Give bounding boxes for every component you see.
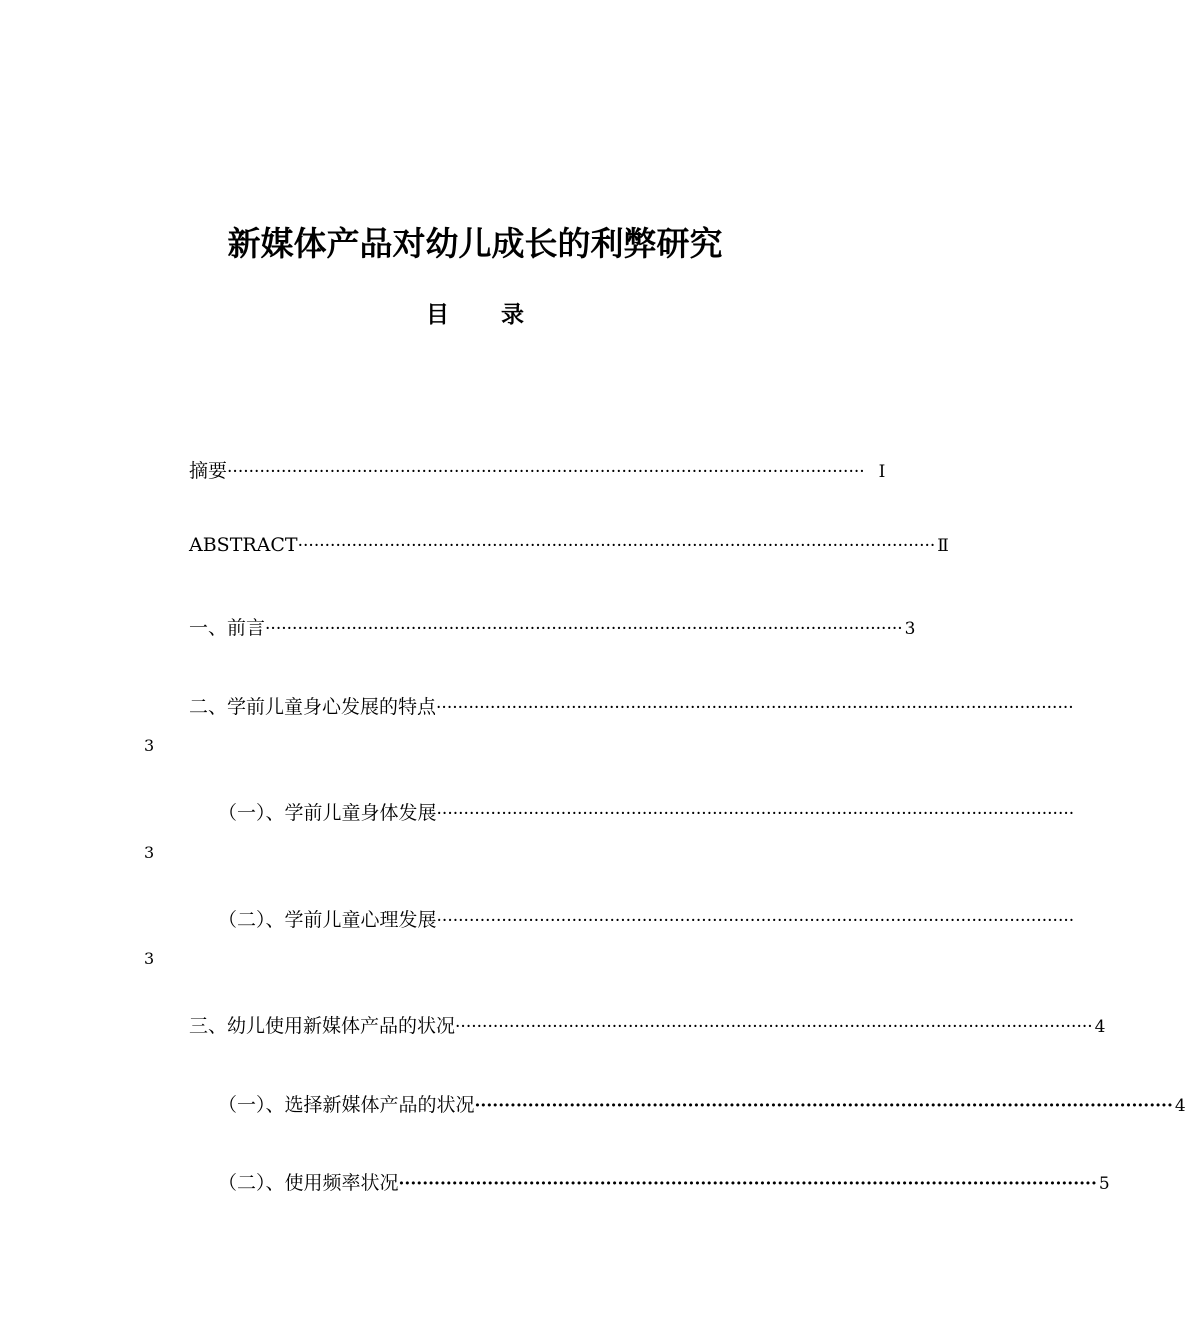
toc-entry-abstract-en[interactable] bbox=[189, 534, 949, 562]
toc-leader-dots: ······················································································································ bbox=[265, 619, 903, 639]
toc-heading: 目 录 bbox=[425, 302, 546, 328]
toc-entry-page: Ⅱ bbox=[937, 536, 949, 556]
toc-entry-page: 4 bbox=[1174, 1096, 1186, 1116]
toc-entry-page: Ⅰ bbox=[878, 462, 886, 482]
toc-leader-dots: ······················································································································ bbox=[474, 1096, 1173, 1116]
toc-entry-page: 5 bbox=[1098, 1174, 1110, 1194]
document-title: 新媒体产品对幼儿成长的利弊研究 bbox=[227, 224, 723, 263]
toc-entry-section-3-2[interactable] bbox=[218, 1168, 1110, 1196]
toc-leader-dots: ······················································································································ bbox=[227, 462, 865, 482]
toc-entry-section-2-2[interactable] bbox=[218, 905, 1075, 933]
toc-leader-dots: ······················································································································ bbox=[455, 1017, 1093, 1037]
toc-entry-label: （二）、使用频率状况 bbox=[218, 1172, 399, 1194]
toc-entry-section-3-1[interactable] bbox=[218, 1090, 1186, 1118]
toc-entry-chapter-2[interactable] bbox=[189, 692, 1074, 720]
toc-entry-label: 一、前言 bbox=[189, 617, 266, 639]
toc-entry-page: 3 bbox=[904, 619, 916, 639]
toc-entry-page: 3 bbox=[144, 843, 155, 862]
toc-entry-page: 3 bbox=[144, 736, 155, 755]
toc-leader-dots: ······················································································································ bbox=[297, 536, 936, 556]
toc-leader-dots: ······················································································································ bbox=[436, 804, 1075, 824]
toc-entry-label: （一）、选择新媒体产品的状况 bbox=[218, 1094, 475, 1116]
toc-leader-dots: ······················································································································ bbox=[436, 698, 1074, 718]
toc-entry-label: 二、学前儿童身心发展的特点 bbox=[189, 696, 437, 718]
toc-entry-page: 3 bbox=[144, 949, 155, 968]
toc-entry-label: （一）、学前儿童身体发展 bbox=[218, 802, 437, 824]
toc-entry-label: 三、幼儿使用新媒体产品的状况 bbox=[189, 1015, 456, 1037]
toc-entry-page: 4 bbox=[1094, 1017, 1106, 1037]
toc-entry-abstract-cn[interactable] bbox=[189, 456, 886, 484]
toc-entry-label: 摘要 bbox=[189, 460, 228, 482]
toc-entry-section-2-1[interactable] bbox=[218, 798, 1075, 826]
toc-leader-dots: ······················································································································ bbox=[436, 911, 1075, 931]
toc-entry-chapter-1[interactable] bbox=[189, 613, 916, 641]
toc-leader-dots: ······················································································································ bbox=[398, 1174, 1097, 1194]
toc-entry-chapter-3[interactable] bbox=[189, 1011, 1106, 1039]
toc-entry-label: （二）、学前儿童心理发展 bbox=[218, 909, 437, 931]
toc-entry-label: ABSTRACT bbox=[189, 534, 298, 556]
